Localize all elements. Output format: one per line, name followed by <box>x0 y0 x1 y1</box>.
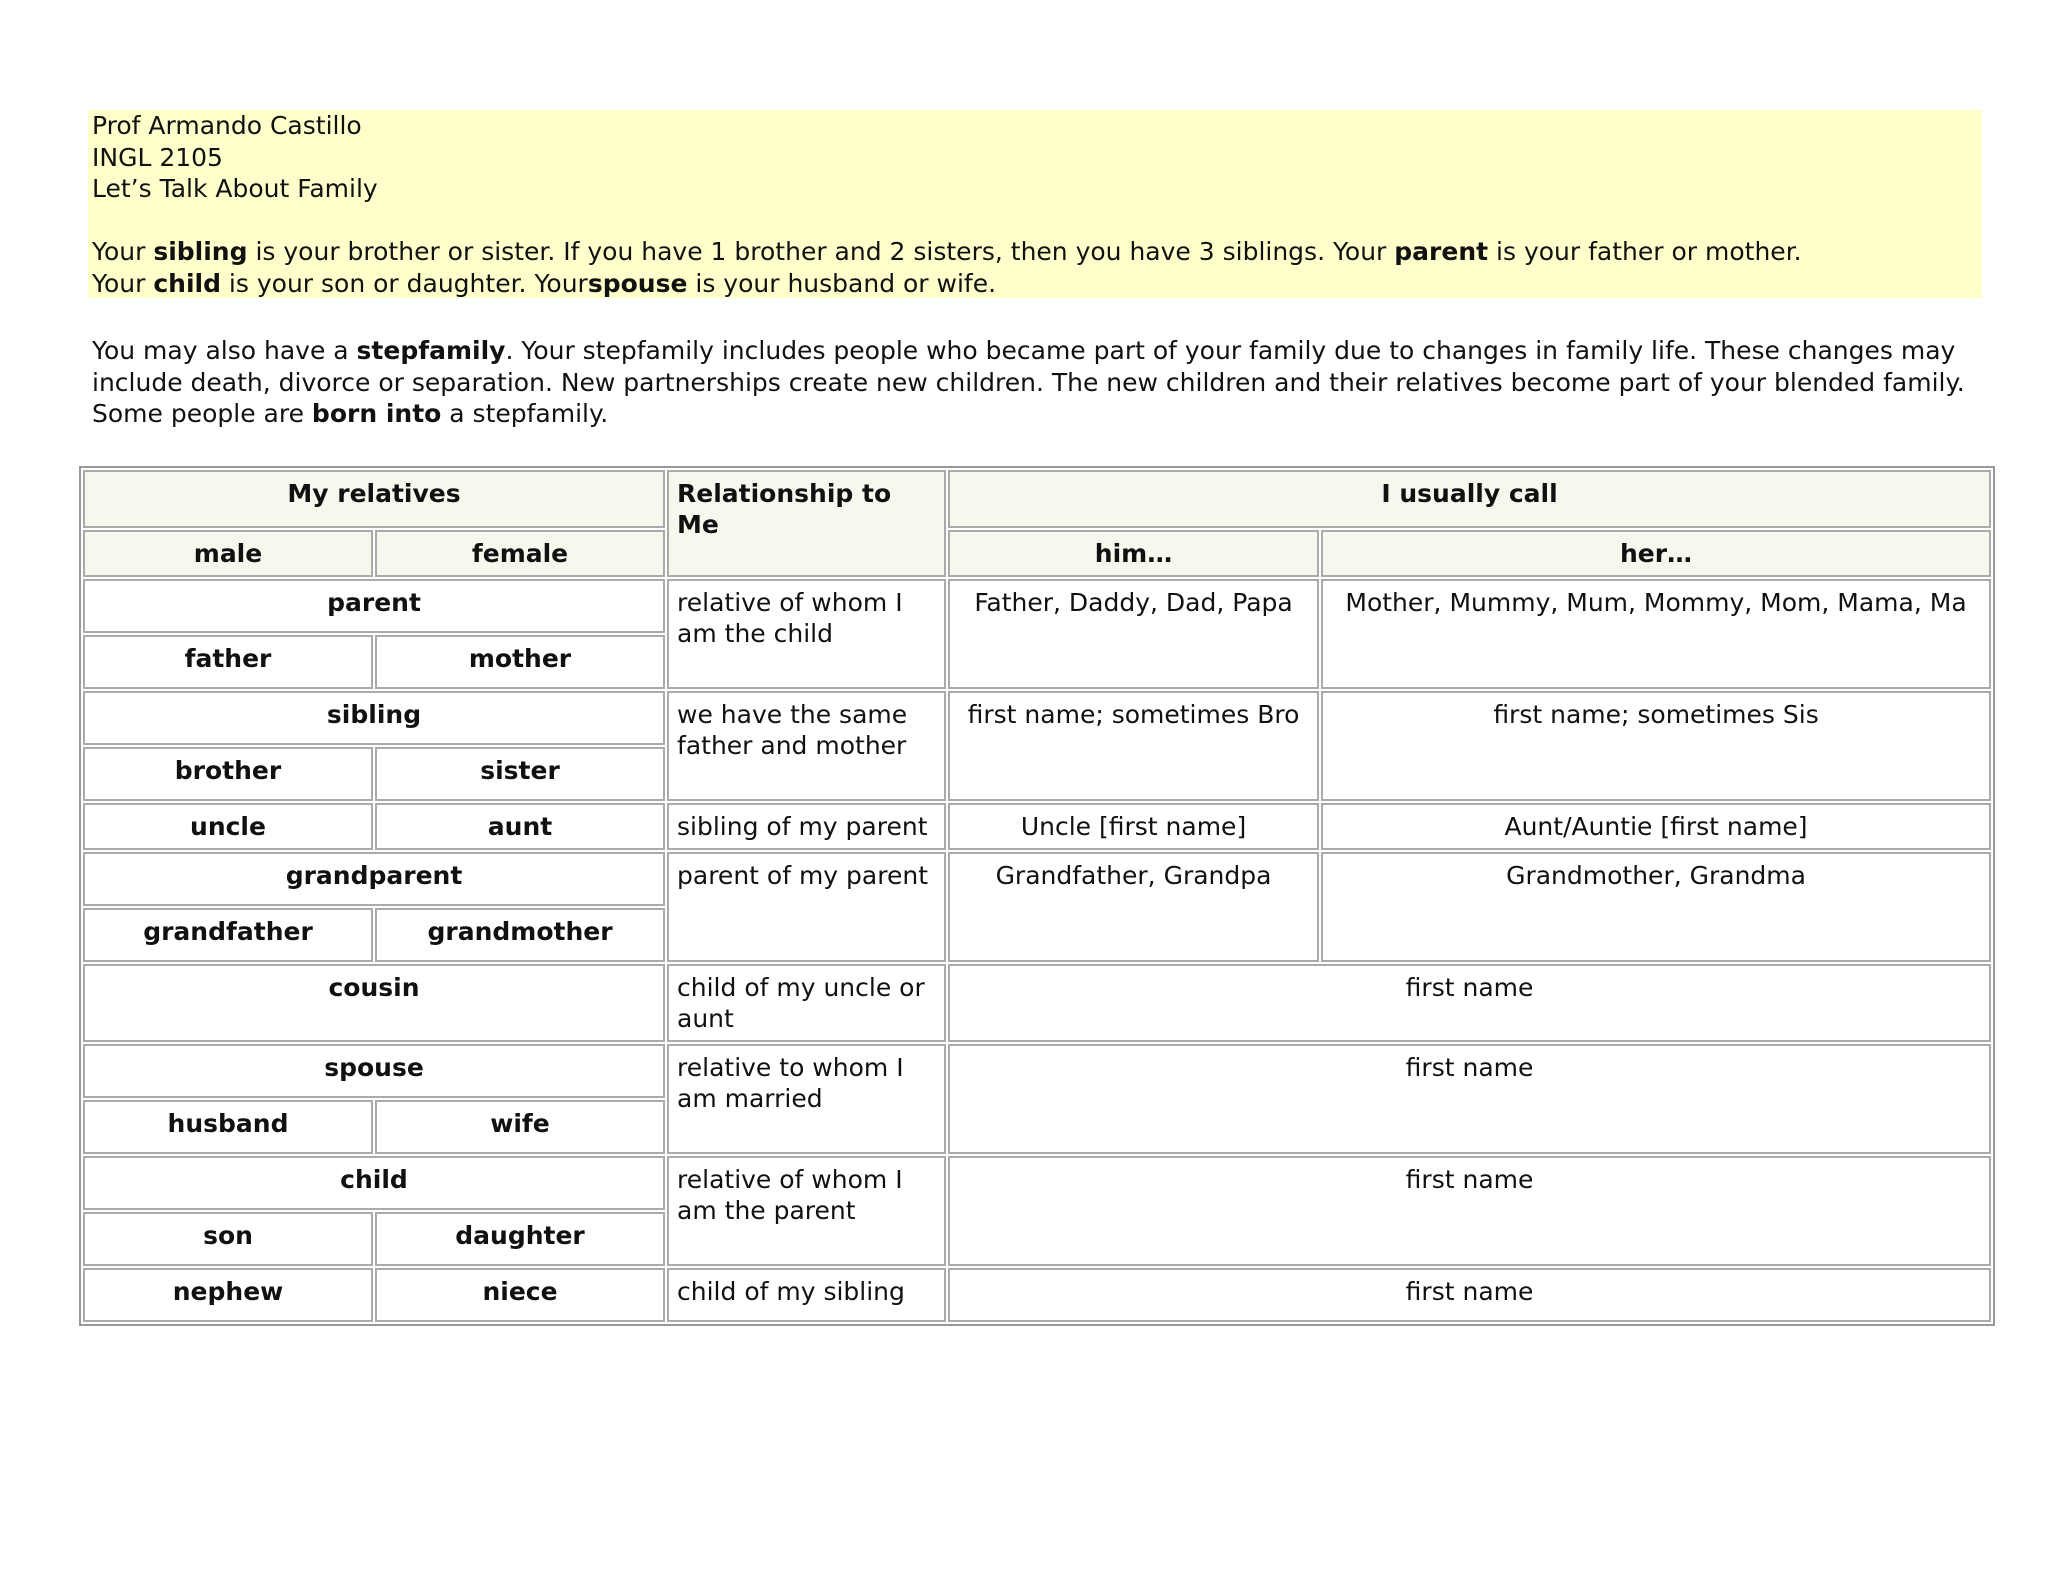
term-sibling: sibling <box>153 237 248 266</box>
call-her: Grandmother, Grandma <box>1321 852 1991 962</box>
relative-female: niece <box>375 1268 665 1322</box>
table-row <box>83 964 1991 1042</box>
table-row <box>83 1044 1991 1098</box>
table-row <box>83 1156 1991 1210</box>
relationship-desc: relative to whom I am married <box>667 1044 946 1154</box>
relative-female: mother <box>375 635 665 689</box>
relative-group: child <box>83 1156 665 1210</box>
document-title: Let’s Talk About Family <box>92 174 378 203</box>
relative-male: nephew <box>83 1268 373 1322</box>
relative-male: son <box>83 1212 373 1266</box>
relationship-desc: relative of whom I am the parent <box>667 1156 946 1266</box>
relative-group: grandparent <box>83 852 665 906</box>
relative-female: aunt <box>375 803 665 850</box>
term-born-into: born into <box>311 399 442 428</box>
relative-male: father <box>83 635 373 689</box>
table-row <box>83 852 1991 906</box>
table-row <box>83 579 1991 633</box>
call-him: Grandfather, Grandpa <box>948 852 1319 962</box>
table-header-row <box>83 470 1991 528</box>
relationship-desc: parent of my parent <box>667 852 946 962</box>
relative-female: daughter <box>375 1212 665 1266</box>
relationship-desc: relative of whom I am the child <box>667 579 946 689</box>
call-him: Father, Daddy, Dad, Papa <box>948 579 1319 689</box>
relative-group: cousin <box>83 964 665 1042</box>
table-row <box>83 691 1991 745</box>
call-name: first name <box>948 1044 1991 1154</box>
table-subheader-row <box>83 530 1991 577</box>
relative-group: sibling <box>83 691 665 745</box>
header-box <box>88 110 1982 298</box>
term-stepfamily: stepfamily <box>356 336 506 365</box>
relative-group: parent <box>83 579 665 633</box>
call-him: first name; sometimes Bro <box>948 691 1319 801</box>
call-name: first name <box>948 1268 1991 1322</box>
intro-paragraph: Your sibling is your brother or sister. If you have 1 brother and 2 sisters, then you have 3 siblings. Your parent is your father or mother. Your child is your son or daughter. Yourspouse is your husband or wife. <box>92 237 1802 298</box>
relative-male: husband <box>83 1100 373 1154</box>
relative-male: grandfather <box>83 908 373 962</box>
relationship-desc: child of my uncle or aunt <box>667 964 946 1042</box>
term-child: child <box>153 268 221 298</box>
table-row <box>83 803 1991 850</box>
relative-group: spouse <box>83 1044 665 1098</box>
header-him: him… <box>948 530 1319 577</box>
call-her: Aunt/Auntie [first name] <box>1321 803 1991 850</box>
term-spouse: spouse <box>587 268 688 298</box>
relationship-desc: we have the same father and mother <box>667 691 946 801</box>
call-her: Mother, Mummy, Mum, Mommy, Mom, Mama, Ma <box>1321 579 1991 689</box>
stepfamily-paragraph: You may also have a stepfamily. Your stepfamily includes people who became part of your family due to changes in family life. These changes may include death, divorce or separation. New partnerships create new children. The new children and their relatives become part of your blended family. Some people are born into a stepfamily. <box>92 336 1965 428</box>
relationship-desc: sibling of my parent <box>667 803 946 850</box>
term-parent: parent <box>1394 237 1489 266</box>
relative-female: wife <box>375 1100 665 1154</box>
header-my-relatives: My relatives <box>83 470 665 528</box>
call-name: first name <box>948 964 1991 1042</box>
family-relations-table <box>79 466 1995 1326</box>
header-female: female <box>375 530 665 577</box>
call-name: first name <box>948 1156 1991 1266</box>
call-him: Uncle [first name] <box>948 803 1319 850</box>
relative-female: grandmother <box>375 908 665 962</box>
relationship-desc: child of my sibling <box>667 1268 946 1322</box>
header-her: her… <box>1321 530 1991 577</box>
header-i-usually-call: I usually call <box>948 470 1991 528</box>
call-her: first name; sometimes Sis <box>1321 691 1991 801</box>
relative-male: uncle <box>83 803 373 850</box>
table-row <box>83 1268 1991 1322</box>
relative-female: sister <box>375 747 665 801</box>
course-code: INGL 2105 <box>92 142 223 172</box>
header-relationship: Relationship to Me <box>667 470 946 577</box>
header-male: male <box>83 530 373 577</box>
professor-name: Prof Armando Castillo <box>92 111 362 140</box>
relative-male: brother <box>83 747 373 801</box>
